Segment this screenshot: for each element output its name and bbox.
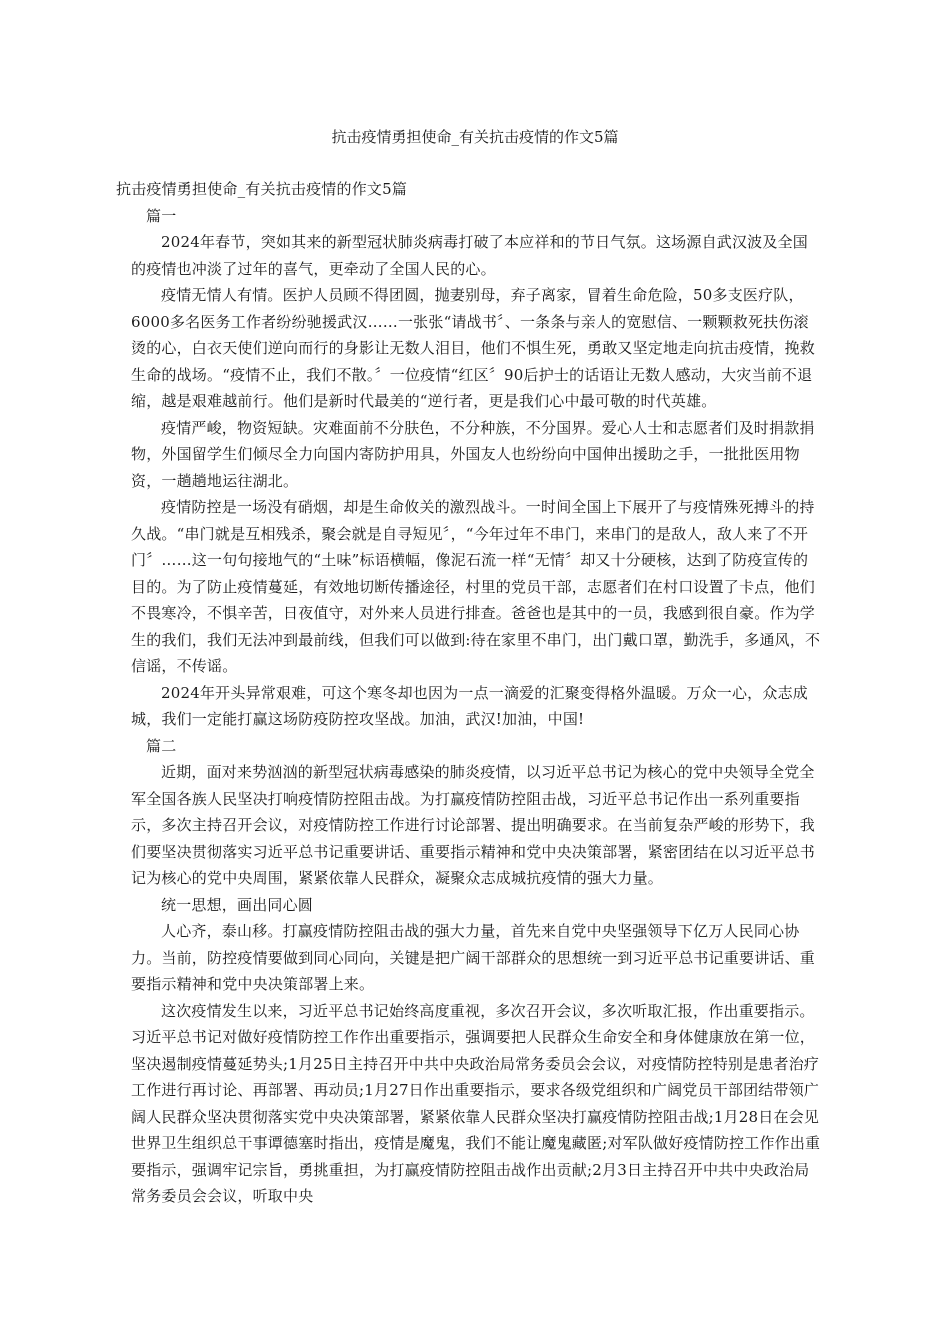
- paragraph: 疫情严峻，物资短缺。灾难面前不分肤色，不分种族，不分国界。爱心人士和志愿者们及时捐款捐物，外国留学生们倾尽全力向国内寄防护用具，外国友人也纷纷向中国伸出援助之手，一批批医用物资，一趟趟地运往湖北。: [131, 418, 815, 490]
- body-title: 抗击疫情勇担使命_有关抗击疫情的作文5篇: [116, 180, 408, 198]
- paragraph: 2024年开头异常艰难，可这个寒冬却也因为一点一滴爱的汇聚变得格外温暖。万众一心，众志成城，我们一定能打赢这场防疫防控攻坚战。加油，武汉!加油，中国!: [131, 683, 808, 728]
- section-heading: 篇一: [146, 206, 177, 225]
- section-two: [116, 759, 821, 1210]
- paragraph: 这次疫情发生以来，习近平总书记始终高度重视，多次召开会议，多次听取汇报，作出重要指示。习近平总书记对做好疫情防控工作作出重要指示，强调要把人民群众生命安全和身体健康放在第一位，坚决遏制疫情蔓延势头;1月25日主持召开中共中央政治局常务委员会会议，对疫情防控特别是患者治疗工作进行再讨论、再部署、再动员;1月27日作出重要指示，要求各级党组织和广阔党员干部团结带领广阔人民群众坚决贯彻落实党中央决策部署，紧紧依靠人民群众坚决打赢疫情防控阻击战;1月28日在会见世界卫生组织总干事谭德塞时指出，疫情是魔鬼，我们不能让魔鬼藏匿;对军队做好疫情防控工作作出重要指示，强调牢记宗旨，勇挑重担，为打赢疫情防控阻击战作出贡献;2月3日主持召开中共中央政治局常务委员会会议，听取中央: [131, 1001, 821, 1205]
- paragraph: 2024年春节，突如其来的新型冠状肺炎病毒打破了本应祥和的节日气氛。这场源自武汉波及全国的疫情也冲淡了过年的喜气，更牵动了全国人民的心。: [131, 233, 808, 278]
- section-heading: 篇二: [146, 736, 177, 755]
- page-title: 抗击疫情勇担使命_有关抗击疫情的作文5篇: [331, 128, 619, 146]
- section-one: [116, 229, 821, 733]
- paragraph: 人心齐，泰山移。打赢疫情防控阻击战的强大力量，首先来自党中央坚强领导下亿万人民同心协力。当前，防控疫情要做到同心同向，关键是把广阔干部群众的思想统一到习近平总书记重要讲话、重要指示精神和党中央决策部署上来。: [131, 922, 816, 993]
- paragraph: 疫情防控是一场没有硝烟，却是生命攸关的激烈战斗。一时间全国上下展开了与疫情殊死搏斗的持久战。“串门就是互相残杀，聚会就是自寻短见〞，“今年过年不串门，来串门的是敌人，敌人来了不开门〞……这一句句接地气的“土味”标语横幅，像泥石流一样“无情〞却又十分硬核，达到了防疫宣传的目的。为了防止疫情蔓延，有效地切断传播途径，村里的党员干部，志愿者们在村口设置了卡点，他们不畏寒冷，不惧辛苦，日夜值守，对外来人员进行排查。爸爸也是其中的一员，我感到很自豪。作为学生的我们，我们无法冲到最前线，但我们可以做到:待在家里不串门，出门戴口罩，勤洗手，多通风，不信谣，不传谣。: [131, 498, 821, 675]
- paragraph: 疫情无情人有情。医护人员顾不得团圆，抛妻别母，弃子离家，冒着生命危险，50多支医疗队，6000多名医务工作者纷纷驰援武汉……一张张“请战书〞、一条条与亲人的宽慰信、一颗颗救死扶伤滚烫的心，白衣天使们逆向而行的身影让无数人泪目，他们不惧生死，勇敢又坚定地走向抗击疫情，挽救生命的战场。“疫情不止，我们不散。〞一位疫情“红区〞90后护士的话语让无数人感动，大灾当前不退缩，越是艰难越前行。他们是新时代最美的“逆行者，更是我们心中最可敬的时代英雄。: [131, 286, 816, 410]
- document-body: [116, 176, 821, 1210]
- paragraph: 近期，面对来势汹汹的新型冠状病毒感染的肺炎疫情，以习近平总书记为核心的党中央领导全党全军全国各族人民坚决打响疫情防控阻击战。为打赢疫情防控阻击战，习近平总书记作出一系列重要指示，多次主持召开会议，对疫情防控工作进行讨论部署、提出明确要求。在当前复杂严峻的形势下，我们要坚决贯彻落实习近平总书记重要讲话、重要指示精神和党中央决策部署，紧密团结在以习近平总书记为核心的党中央周围，紧紧依靠人民群众，凝聚众志成城抗疫情的强大力量。: [131, 763, 816, 887]
- subheading: 统一思想，画出同心圆: [161, 895, 314, 914]
